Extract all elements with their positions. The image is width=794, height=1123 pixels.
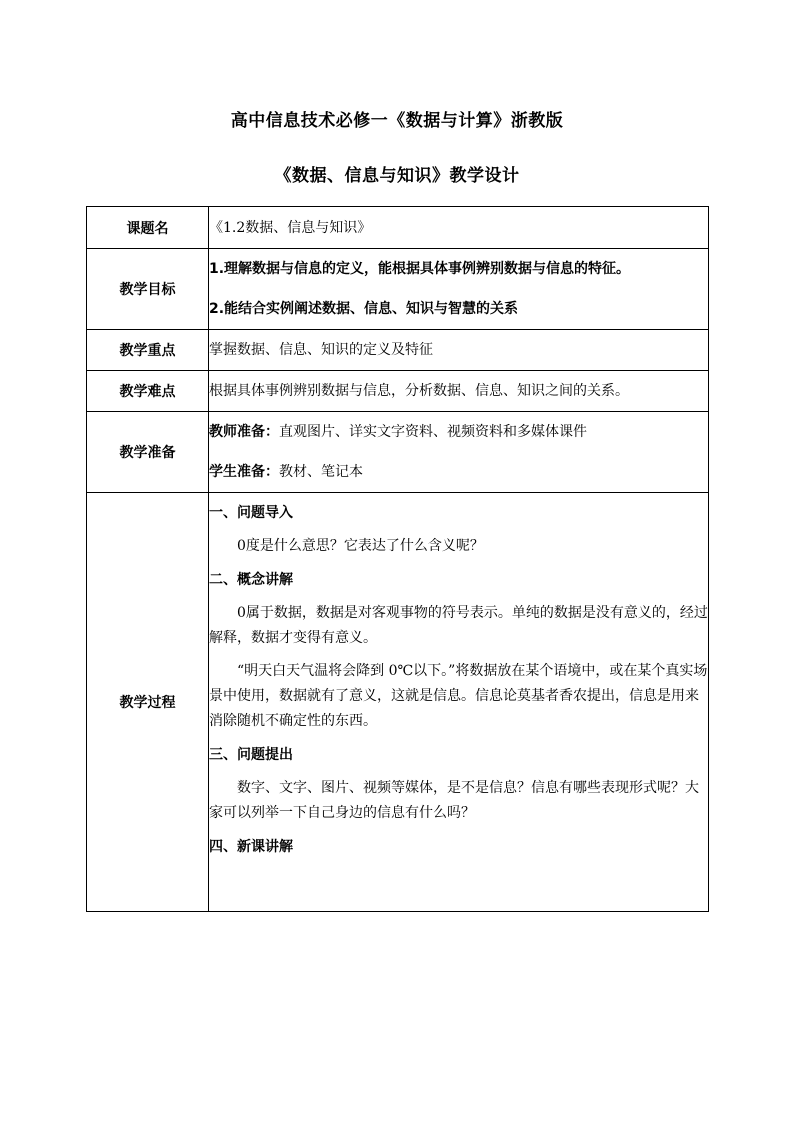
label-goals: 教学目标 [87,249,209,330]
row-goals [87,249,709,330]
label-process: 教学过程 [87,493,209,912]
row-focus [87,330,709,371]
row-process [87,493,709,912]
section-heading: 三、问题提出 [209,747,293,763]
value-difficulty: 根据具体事例辨别数据与信息，分析数据、信息、知识之间的关系。 [209,371,709,412]
goal-item: 1.理解数据与信息的定义，能根据具体事例辨别数据与信息的特征。 [209,261,631,277]
teacher-prep-label: 教师准备： [209,424,279,440]
goal-item: 2.能结合实例阐述数据、信息、知识与智慧的关系 [209,301,519,317]
student-prep-value: 教材、笔记本 [279,464,363,480]
row-difficulty [87,371,709,412]
section-heading: 一、问题导入 [209,505,293,521]
paragraph: 0属于数据，数据是对客观事物的符号表示。单纯的数据是没有意义的，经过解释，数据才变得有意义。 [209,605,708,646]
section-heading: 二、概念讲解 [209,572,293,588]
value-process [209,493,709,912]
teacher-prep-value: 直观图片、详实文字资料、视频资料和多媒体课件 [279,424,587,440]
lesson-plan-table [86,206,709,912]
value-goals [209,249,709,330]
section-heading: 四、新课讲解 [209,839,293,855]
value-prep [209,412,709,493]
label-prep: 教学准备 [87,412,209,493]
row-topic [87,207,709,249]
label-topic: 课题名 [87,207,209,249]
student-prep-label: 学生准备： [209,464,279,480]
label-focus: 教学重点 [87,330,209,371]
label-difficulty: 教学难点 [87,371,209,412]
paragraph: 数字、文字、图片、视频等媒体，是不是信息？信息有哪些表现形式呢？大家可以列举一下自己身边的信息有什么吗？ [209,780,699,821]
document-subtitle: 《数据、信息与知识》教学设计 [274,166,520,186]
document-title: 高中信息技术必修一《数据与计算》浙教版 [230,111,564,131]
row-prep [87,412,709,493]
value-focus: 掌握数据、信息、知识的定义及特征 [209,330,709,371]
value-topic: 《1.2数据、信息与知识》 [209,207,709,249]
paragraph: 0度是什么意思？它表达了什么含义呢？ [237,538,484,554]
paragraph: “明天白天气温将会降到 0℃以下。”将数据放在某个语境中，或在某个真实场景中使用，数据就有了意义，这就是信息。信息论莫基者香农提出，信息是用来消除随机不确定性的东西。 [209,663,708,729]
